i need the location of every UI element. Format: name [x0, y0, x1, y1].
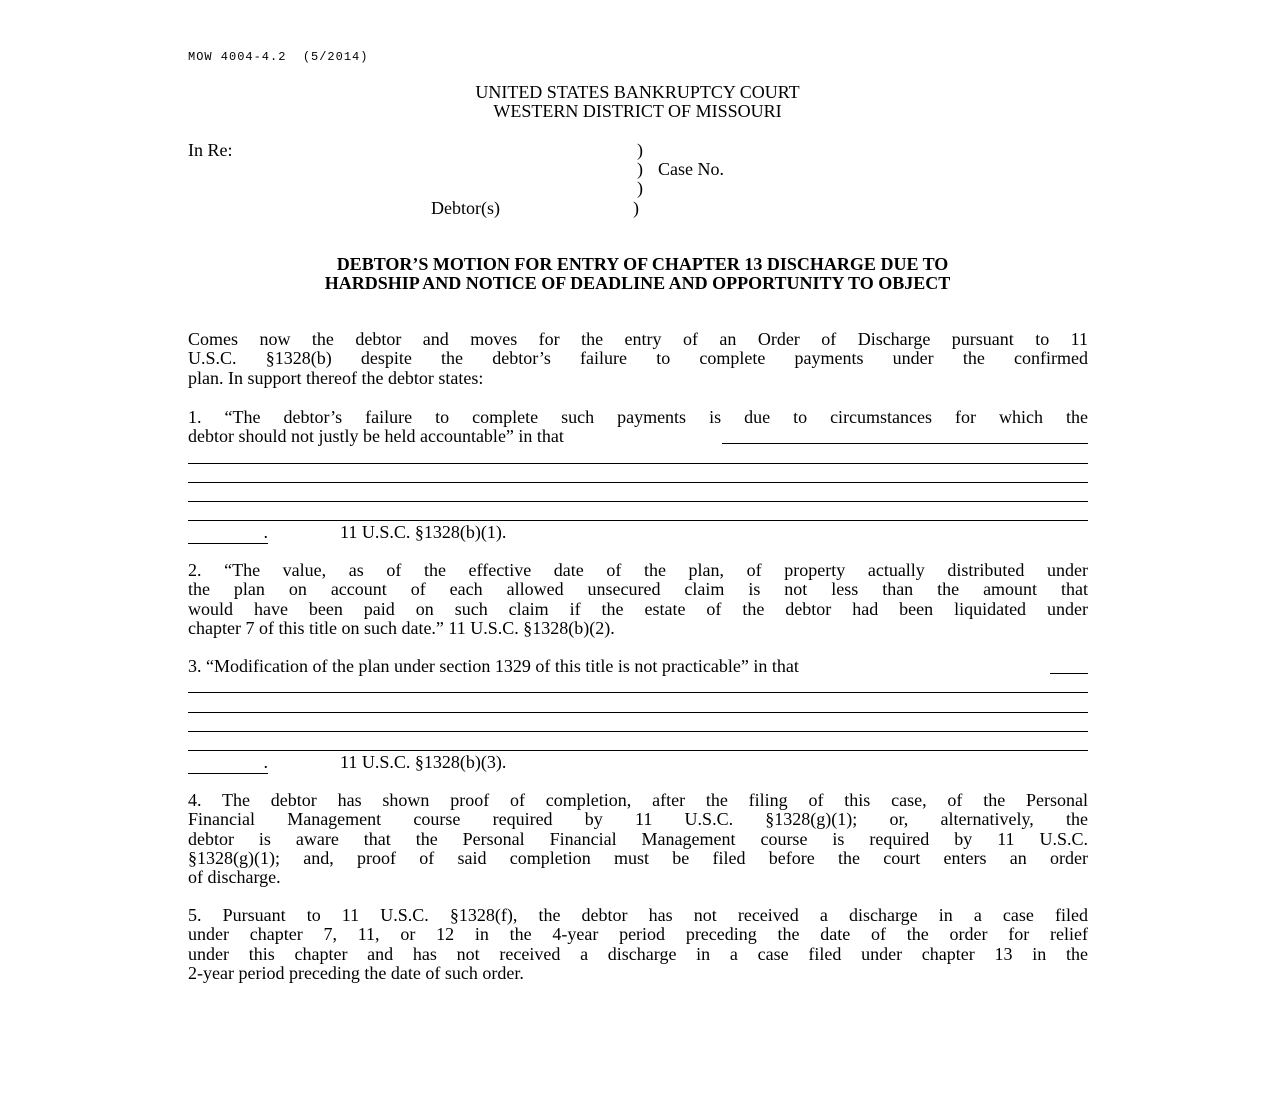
paragraph-line: 5. Pursuant to 11 U.S.C. §1328(f), the debtor has not received a discharge in a case filed — [188, 905, 1088, 925]
citation-text: 11 U.S.C. §1328(b)(3). — [340, 752, 507, 772]
item-3-paragraph — [188, 657, 1048, 676]
paragraph-line: 4. The debtor has shown proof of completion, after the filing of this case, of the Personal — [188, 790, 1088, 810]
paragraph-line: under this chapter and has not received a discharge in a case filed under chapter 13 in the — [188, 943, 1088, 964]
item-3-answer-line[interactable] — [188, 752, 268, 774]
item-4-paragraph — [188, 791, 1088, 887]
paragraph-line: 2. “The value, as of the effective date of the plan, of property actually distributed under — [188, 560, 1088, 580]
paragraph-line: 3. “Modification of the plan under section 1329 of this title is not practicable” in that — [188, 656, 799, 676]
item-3-answer-line[interactable] — [188, 712, 1088, 713]
item-1-answer-line[interactable] — [188, 501, 1088, 502]
motion-title — [0, 255, 1275, 293]
court-district: WESTERN DISTRICT OF MISSOURI — [493, 101, 782, 121]
item-3-answer-line[interactable] — [188, 750, 1088, 751]
in-re-label: In Re: — [188, 140, 233, 160]
item-1-citation — [188, 522, 507, 544]
paragraph-line: plan. In support thereof the debtor states: — [188, 367, 484, 388]
paragraph-line: of discharge. — [188, 867, 281, 888]
case-caption — [0, 140, 1275, 220]
citation-text: 11 U.S.C. §1328(b)(1). — [340, 522, 507, 542]
item-1-answer-line[interactable] — [188, 482, 1088, 483]
paragraph-line: would have been paid on such claim if the estate of the debtor had been liquidated under — [188, 598, 1088, 619]
court-name: UNITED STATES BANKRUPTCY COURT — [475, 82, 800, 102]
paragraph-line: Financial Management course required by 11 U.S.C. §1328(g)(1); or, alternatively, the — [188, 809, 1088, 830]
item-1-answer-line[interactable] — [188, 520, 1088, 521]
item-1-answer-line[interactable] — [188, 522, 268, 544]
paragraph-line: under chapter 7, 11, or 12 in the 4-year period preceding the date of the order for relief — [188, 924, 1088, 945]
debtors-label: Debtor(s) — [431, 198, 500, 218]
item-1-paragraph — [188, 408, 1088, 447]
item-3-citation — [188, 752, 507, 774]
paragraph-line: U.S.C. §1328(b) despite the debtor’s failure to complete payments under the confirmed — [188, 348, 1088, 369]
motion-title-line: HARDSHIP AND NOTICE OF DEADLINE AND OPPORTUNITY TO OBJECT — [324, 273, 951, 293]
paragraph-line: §1328(g)(1); and, proof of said completion must be filed before the court enters an order — [188, 847, 1088, 868]
paragraph-line: 2-year period preceding the date of such order. — [188, 962, 524, 983]
caption-paren: ) — [637, 159, 643, 179]
paragraph-line: chapter 7 of this title on such date.” 11 U.S.C. §1328(b)(2). — [188, 617, 615, 638]
caption-paren: ) — [637, 140, 643, 160]
item-1-answer-line[interactable] — [722, 443, 1088, 444]
case-number-label: Case No. — [658, 159, 724, 179]
period-mark: . — [263, 752, 268, 772]
paragraph-line: debtor is aware that the Personal Financial Management course is required by 11 U.S.C. — [188, 828, 1088, 849]
item-3-answer-line[interactable] — [188, 731, 1088, 732]
caption-paren: ) — [633, 198, 639, 218]
intro-paragraph — [188, 330, 1088, 388]
item-2-paragraph — [188, 561, 1088, 638]
paragraph-text: debtor should not justly be held accountable” in that — [188, 426, 564, 447]
form-code: MOW 4004-4.2 (5/2014) — [188, 50, 369, 64]
item-1-answer-line[interactable] — [188, 463, 1088, 464]
item-3-answer-line[interactable] — [1050, 673, 1088, 674]
court-heading — [0, 83, 1275, 121]
item-5-paragraph — [188, 906, 1088, 983]
item-3-answer-line[interactable] — [188, 692, 1088, 693]
paragraph-line: the plan on account of each allowed unsecured claim is not less than the amount that — [188, 579, 1088, 600]
motion-title-line: DEBTOR’S MOTION FOR ENTRY OF CHAPTER 13 DISCHARGE DUE TO — [336, 254, 949, 274]
caption-paren: ) — [637, 178, 643, 198]
paragraph-line: Comes now the debtor and moves for the entry of an Order of Discharge pursuant to 11 — [188, 329, 1088, 349]
period-mark: . — [263, 522, 268, 542]
paragraph-line: 1. “The debtor’s failure to complete such payments is due to circumstances for which the — [188, 407, 1088, 427]
